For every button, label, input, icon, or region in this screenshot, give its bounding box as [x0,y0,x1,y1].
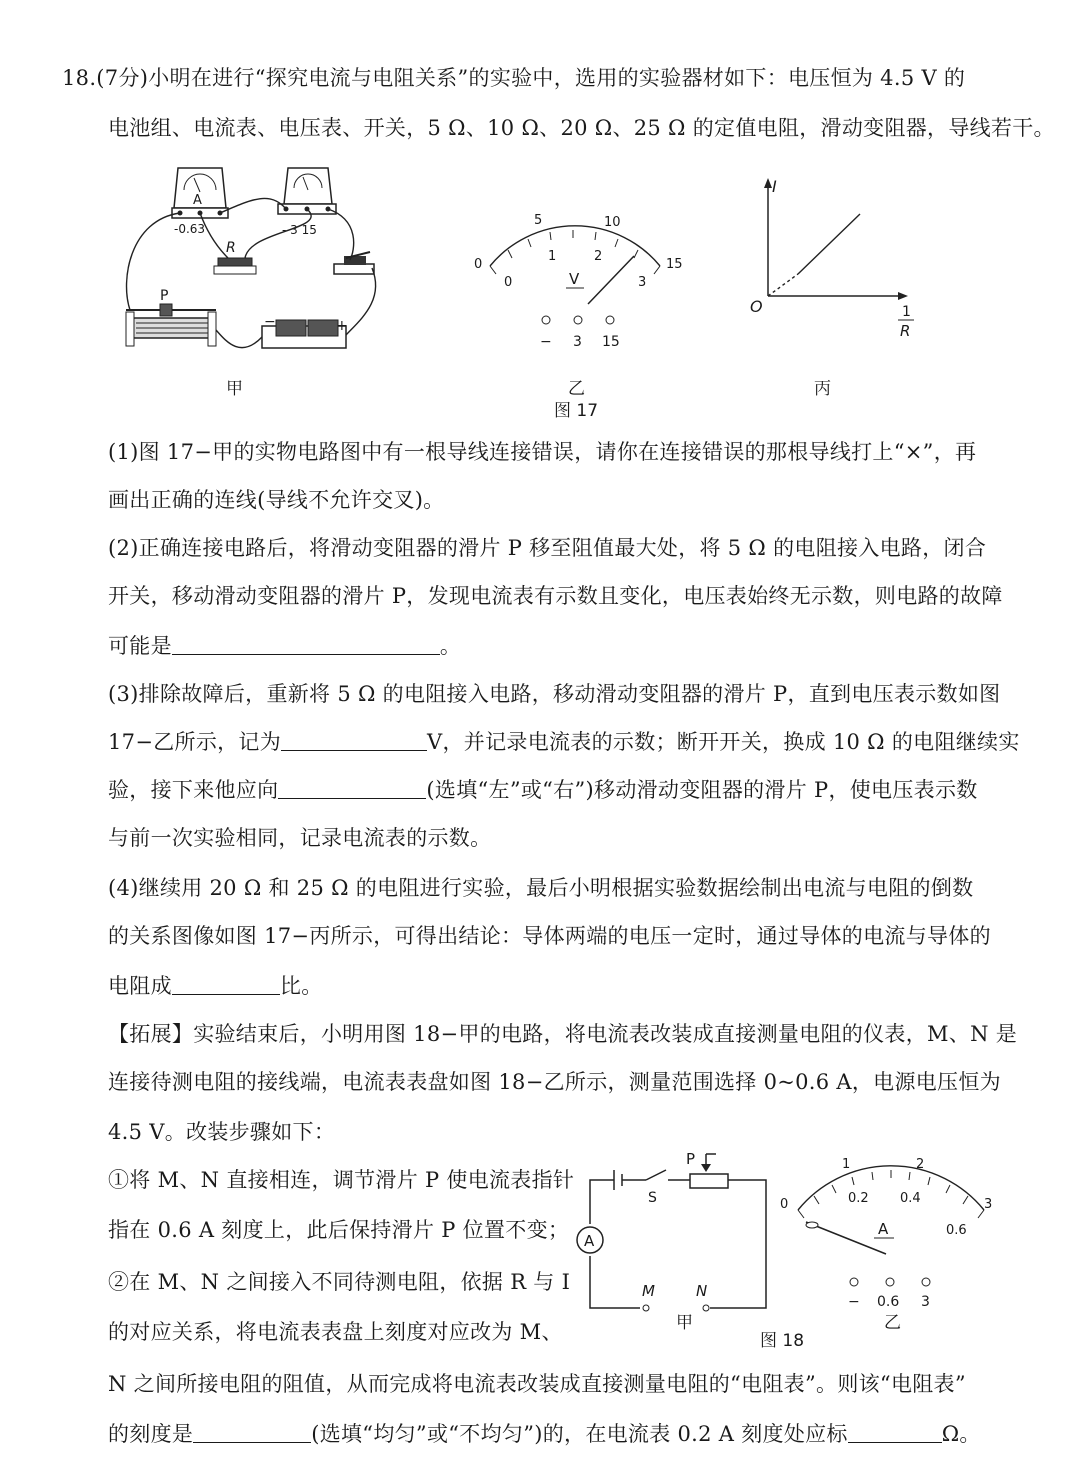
step-2-l4-middle: (选填“均匀”或“不均匀”)的，在电流表 0.2 A 刻度处应标 [311,1422,848,1446]
terminal-m-label: M [642,1282,655,1300]
v-terminal-minus: − [540,334,552,350]
figure-18-yi-ammeter-dial [776,1150,1006,1320]
x-axis-numerator: 1 [902,304,911,320]
part-1-line2: 画出正确的连线(导线不允许交叉)。 [108,488,445,512]
part-1-line1: (1)图 17−甲的实物电路图中有一根导线连接错误，请你在连接错误的那根导线打上“×”，再 [108,440,977,464]
switch-label: S [648,1190,657,1206]
figure-17-jia-label: 甲 [226,379,243,399]
schematic-slider-label: P [686,1150,696,1168]
part-3-l3-prefix: 验，接下来他应向 [108,778,279,802]
step-1-line2: 指在 0.6 A 刻度上，此后保持滑片 P 位置不变； [108,1218,570,1242]
extension-line2: 连接待测电阻的接线端，电流表表盘如图 18−乙所示，测量范围选择 0~0.6 A，电源电压恒为 [108,1070,1001,1094]
answer-blank-direction[interactable] [278,778,426,799]
v-inner-0: 0 [504,275,513,290]
a-terminal-0-6: 0.6 [877,1294,900,1310]
a-outer-2: 2 [916,1157,925,1172]
figure-17-bing-graph [740,170,940,360]
part-3-line4: 与前一次实验相同，记录电流表的示数。 [108,826,492,850]
figure-17-bing-label: 丙 [814,379,831,399]
v-inner-3: 3 [638,275,647,290]
part-4-line3 [108,972,323,1000]
v-inner-2: 2 [594,249,603,264]
answer-blank-fault[interactable] [172,634,440,655]
part-3-line3 [108,776,978,804]
step-2-l4-prefix: 的刻度是 [108,1422,194,1446]
y-axis-label: I [772,177,777,196]
part-3-line1: (3)排除故障后，重新将 5 Ω 的电阻接入电路，移动滑动变阻器的滑片 P，直到电压表示数如图 [108,682,1001,706]
slide-rheostat [126,288,216,346]
origin-label: O [750,297,763,316]
part-3-l2-prefix: 17−乙所示，记为 [108,730,282,754]
battery-plus: + [336,318,348,334]
part-2-line3 [108,632,461,660]
figure-18-jia-label: 甲 [676,1313,693,1333]
figure-17-caption: 图 17 [554,401,599,421]
voltmeter-letter: V [569,270,580,288]
figure-18-caption: 图 18 [760,1331,805,1351]
answer-blank-resistance[interactable] [848,1422,942,1443]
part-2-line2: 开关，移动滑动变阻器的滑片 P，发现电流表有示数且变化，电压表始终无示数，则电路的故障 [108,584,1003,608]
part-2-prefix: 可能是 [108,634,172,658]
line-extrapolation [768,274,798,296]
ammeter-device [172,168,228,236]
step-2-line3: N 之间所接电阻的阻值，从而完成将电流表改装成直接测量电阻的“电阻表”。则该“电阻表” [108,1372,966,1396]
figure-18-yi-label: 乙 [884,1313,901,1333]
a-outer-3: 3 [984,1197,993,1212]
schematic-wires [590,1154,766,1308]
a-inner-0-4: 0.4 [900,1191,921,1206]
data-line [798,214,860,274]
step-2-line2: 的对应关系，将电流表表盘上刻度对应改为 M、 [108,1320,563,1344]
x-axis-denominator: R [900,322,911,340]
v-outer-5: 5 [534,213,543,228]
figure-17-yi-label: 乙 [568,379,585,399]
fixed-resistor [214,240,256,274]
voltmeter-terminals: - 3 15 [282,223,317,237]
a-inner-0-2: 0.2 [848,1191,869,1206]
schematic-ammeter-letter: A [584,1232,595,1250]
battery-pack [262,314,348,348]
dial-ticks [490,230,660,274]
battery-minus: − [264,314,276,330]
v-inner-1: 1 [548,249,557,264]
switch-device [334,252,374,274]
ammeter-terminals: -0.63 [174,222,206,236]
ammeter-dial-ticks [798,1170,984,1218]
a-outer-1: 1 [842,1157,851,1172]
ammeter-letter: A [193,193,202,208]
part-2-line1: (2)正确连接电路后，将滑动变阻器的滑片 P 移至阻值最大处，将 5 Ω 的电阻接入电路，闭合 [108,536,987,560]
a-inner-0-6: 0.6 [946,1223,967,1238]
part-3-l3-suffix: (选填“左”或“右”)移动滑动变阻器的滑片 P，使电压表示数 [426,778,978,802]
question-18-intro-line1: 18.(7分)小明在进行“探究电流与电阻关系”的实验中，选用的实验器材如下：电压恒为 4.5 V 的 [62,66,966,90]
part-4-suffix: 比。 [279,974,323,998]
ammeter-dial-letter: A [878,1220,889,1238]
v-outer-0: 0 [474,257,483,272]
v-outer-15: 15 [666,257,683,272]
part-4-line1: (4)继续用 20 Ω 和 25 Ω 的电阻进行实验，最后小明根据实验数据绘制出电流与电阻的倒数 [108,876,974,900]
figure-17-jia-circuit [100,160,390,400]
slider-label: P [160,288,169,304]
resistor-label: R [226,240,236,256]
part-3-line2 [108,728,1020,756]
figure-18-jia-schematic [568,1150,778,1330]
figure-17-yi-voltmeter-dial [460,200,700,360]
a-terminal-minus: − [848,1294,860,1310]
part-4-prefix: 电阻成 [108,974,172,998]
step-2-line4 [108,1420,981,1448]
question-18-intro-line2: 电池组、电流表、电压表、开关，5 Ω、10 Ω、20 Ω、25 Ω 的定值电阻，滑动变阻器，导线若干。 [108,116,1055,140]
a-outer-0: 0 [780,1197,789,1212]
step-2-l4-suffix: Ω。 [941,1422,981,1446]
voltmeter-device [278,168,336,237]
extension-line1: 【拓展】实验结束后，小明用图 18−甲的电路，将电流表改装成直接测量电阻的仪表，M、N 是 [108,1022,1018,1046]
v-terminal-15: 15 [602,334,620,350]
part-4-line2: 的关系图像如图 17−丙所示，可得出结论：导体两端的电压一定时，通过导体的电流与导体的 [108,924,991,948]
part-2-suffix: 。 [439,634,462,658]
step-1-line1: ①将 M、N 直接相连，调节滑片 P 使电流表指针 [108,1168,575,1192]
v-outer-10: 10 [604,215,621,230]
terminal-n-label: N [696,1282,708,1300]
a-terminal-3: 3 [921,1294,930,1310]
step-2-line1: ②在 M、N 之间接入不同待测电阻，依据 R 与 I [108,1270,571,1294]
answer-blank-uniformity[interactable] [193,1422,311,1443]
answer-blank-voltage[interactable] [281,730,427,751]
extension-line3: 4.5 V。改装步骤如下： [108,1120,336,1144]
v-terminal-3: 3 [573,334,582,350]
answer-blank-proportion[interactable] [172,974,280,995]
part-3-l2-suffix: V，并记录电流表的示数；断开开关，换成 10 Ω 的电阻继续实 [427,730,1020,754]
